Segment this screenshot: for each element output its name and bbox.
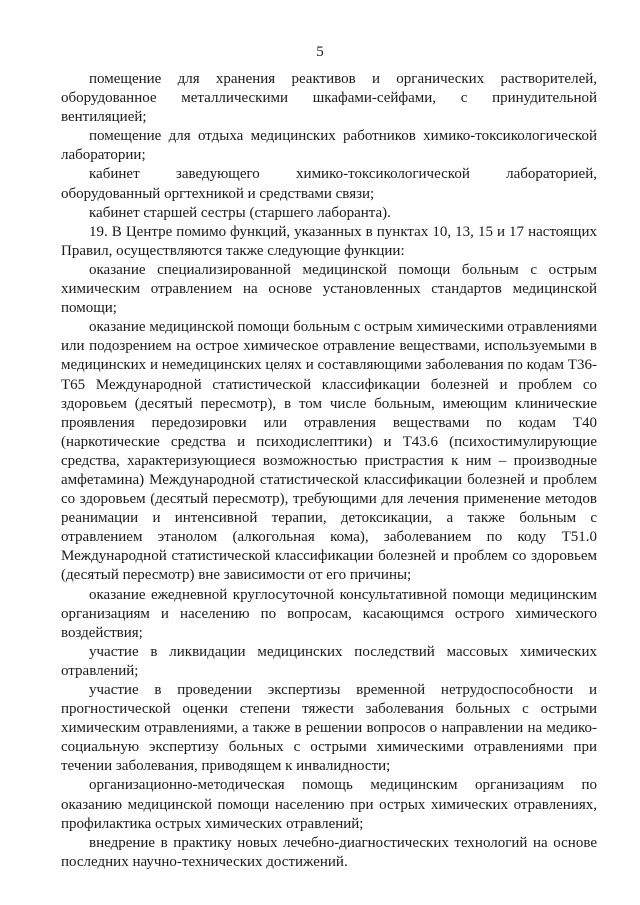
- document-body: [61, 70, 597, 872]
- page-number: 5: [316, 44, 324, 60]
- paragraph-specialized-care: оказание специализированной медицинской помощи больным с острым химическим отравлением на основе установленных стандартов медицинской помощи;: [61, 261, 597, 317]
- paragraph-lab-head-office: кабинет заведующего химико-токсикологической лабораторией, оборудованный оргтехникой и средствами связи;: [61, 166, 597, 202]
- paragraph-reagent-storage-room: помещение для хранения реактивов и органических растворителей, оборудованное металлическими шкафами-сейфами, с принудительной вентиляцией;: [61, 71, 597, 126]
- paragraph-methodical-help: организационно-методическая помощь медицинским организациям по оказанию медицинской помощи населению при острых химических отравлениях, профилактика острых химических отравлений;: [61, 777, 597, 832]
- paragraph-staff-rest-room: помещение для отдыха медицинских работников химико-токсикологической лаборатории;: [61, 128, 597, 164]
- paragraph-consultative-help: оказание ежедневной круглосуточной консультативной помощи медицинским организациям и населению по вопросам, касающимся острого химического воздействия;: [61, 586, 597, 641]
- paragraph-disability-expertise: участие в проведении экспертизы временной нетрудоспособности и прогностической оценки степени тяжести заболевания больных с острыми химическим отравлениями, а также в решении вопросов о направлении на медико-социальную экспертизу больных с острыми химическими отравлениями при течении заболевания, приводящем к инвалидности;: [61, 682, 597, 775]
- paragraph-new-technologies: внедрение в практику новых лечебно-диагностических технологий на основе последних научно-технических достижений.: [61, 834, 597, 870]
- paragraph-item-19: 19. В Центре помимо функций, указанных в пунктах 10, 13, 15 и 17 настоящих Правил, осуществляются также следующие функции:: [61, 223, 597, 259]
- paragraph-medical-care-poisoning: оказание медицинской помощи больным с острым химическими отравлениями или подозрением на острое химическое отравление веществами, используемыми в медицинских и немедицинских целях и составляющими заболевания по кодам Т36-Т65 Международной статистической классификации болезней и проблем со здоровьем (десятый пересмотр), в том числе больным, имеющим клинические проявления передозировки или отравления веществами по кодам Т40 (наркотические средства и психодислептики) и Т43.6 (психостимулирующие средства, характеризующиеся возможностью пристрастия к ним – производные амфетамина) Международной статистической классификации болезней и проблем со здоровьем (десятый пересмотр), требующими для лечения применение методов реанимации и интенсивной терапии, детоксикации, а также больным с отравлением этанолом (алкогольная кома), заболеванием по коду Т51.0 Международной статистической классификации болезней и проблем со здоровьем (десятый пересмотр) вне зависимости от его причины;: [61, 319, 597, 584]
- paragraph-senior-nurse-office: кабинет старшей сестры (старшего лаборанта).: [89, 204, 391, 221]
- paragraph-mass-poisoning: участие в ликвидации медицинских последствий массовых химических отравлений;: [61, 643, 597, 679]
